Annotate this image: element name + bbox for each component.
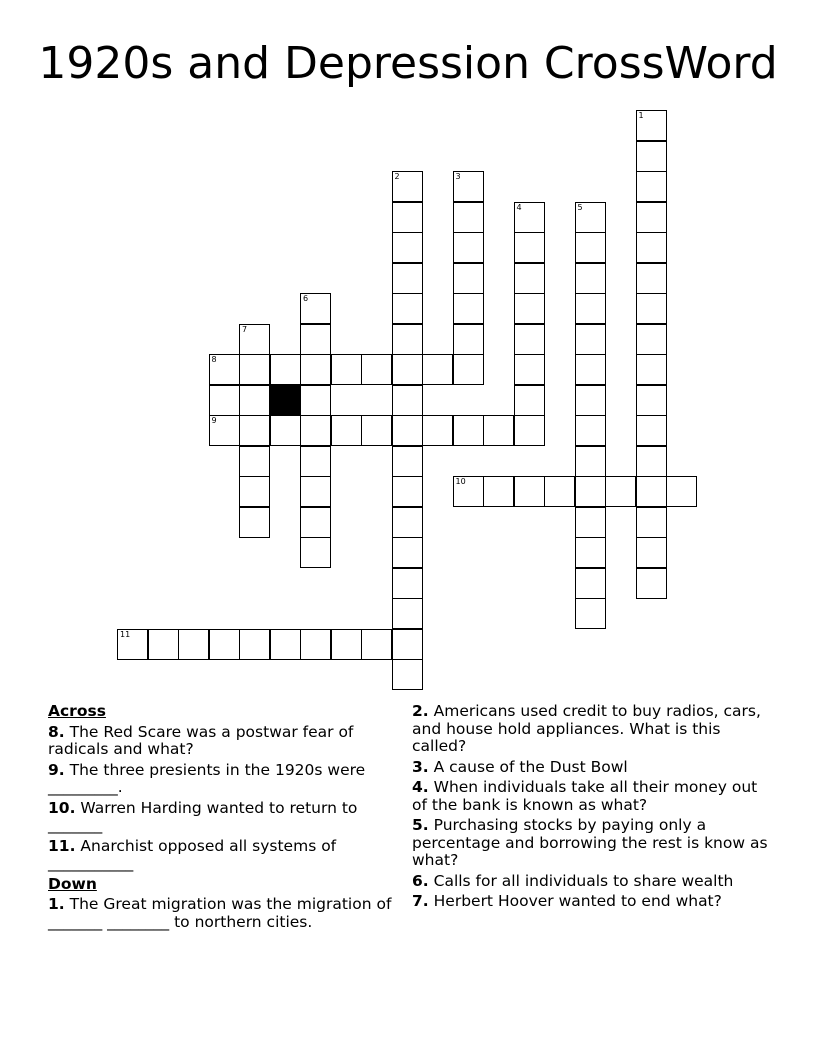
grid-cell[interactable] xyxy=(605,476,636,507)
grid-cell[interactable] xyxy=(300,354,331,385)
clue-number: 10. xyxy=(48,798,76,817)
grid-cell[interactable] xyxy=(392,324,423,355)
grid-cell[interactable] xyxy=(453,202,484,233)
grid-cell[interactable] xyxy=(544,476,575,507)
grid-cell[interactable] xyxy=(331,354,362,385)
grid-cell[interactable] xyxy=(392,446,423,477)
grid-cell[interactable] xyxy=(300,385,331,416)
black-square xyxy=(270,385,301,416)
clue-number: 4. xyxy=(412,778,429,796)
grid-cell[interactable] xyxy=(575,415,606,446)
grid-cell[interactable] xyxy=(361,629,392,660)
grid-cell[interactable] xyxy=(392,263,423,294)
grid-cell[interactable] xyxy=(300,629,331,660)
grid-cell[interactable] xyxy=(239,476,270,507)
cell-number: 9 xyxy=(211,416,217,425)
down-heading: Down xyxy=(48,874,97,893)
grid-cell[interactable] xyxy=(575,324,606,355)
grid-cell[interactable] xyxy=(300,293,331,324)
clue-text: The three presients in the 1920s were _________. xyxy=(48,760,366,796)
grid-cell[interactable] xyxy=(300,415,331,446)
grid-cell[interactable] xyxy=(422,415,453,446)
grid-cell[interactable] xyxy=(636,110,667,141)
grid-cell[interactable] xyxy=(514,293,545,324)
grid-cell[interactable] xyxy=(392,629,423,660)
grid-cell[interactable] xyxy=(392,293,423,324)
grid-cell[interactable] xyxy=(270,354,301,385)
grid-cell[interactable] xyxy=(636,324,667,355)
grid-cell[interactable] xyxy=(178,629,209,660)
grid-cell[interactable] xyxy=(514,232,545,263)
grid-cell[interactable] xyxy=(148,629,179,660)
clue-number: 1. xyxy=(48,895,65,913)
across-heading: Across xyxy=(48,702,106,720)
grid-cell[interactable] xyxy=(331,415,362,446)
grid-cell[interactable] xyxy=(239,354,270,385)
page-title: 1920s and Depression CrossWord xyxy=(38,38,778,89)
clue-number: 8. xyxy=(48,722,65,741)
grid-cell[interactable] xyxy=(392,537,423,568)
cell-number: 5 xyxy=(577,202,583,212)
grid-cell[interactable] xyxy=(392,476,423,507)
grid-cell[interactable] xyxy=(392,568,423,599)
grid-cell[interactable] xyxy=(392,171,423,202)
grid-cell[interactable] xyxy=(270,629,301,660)
cell-number: 4 xyxy=(516,202,522,212)
grid-cell[interactable] xyxy=(636,232,667,263)
grid-cell[interactable] xyxy=(636,568,667,599)
grid-cell[interactable] xyxy=(239,324,270,355)
grid-cell[interactable] xyxy=(575,202,606,233)
grid-cell[interactable] xyxy=(331,629,362,660)
grid-cell[interactable] xyxy=(453,476,484,507)
grid-cell[interactable] xyxy=(575,232,606,263)
cell-number: 3 xyxy=(455,172,461,181)
grid-cell[interactable] xyxy=(239,415,270,446)
grid-cell[interactable] xyxy=(575,385,606,416)
grid-cell[interactable] xyxy=(514,263,545,294)
grid-cell[interactable] xyxy=(514,476,545,507)
grid-cell[interactable] xyxy=(209,415,240,446)
clue-across-10 xyxy=(48,800,393,835)
grid-cell[interactable] xyxy=(483,476,514,507)
clue-text: Americans used credit to buy radios, cars, and house hold appliances. What is this called? xyxy=(412,702,761,755)
grid-cell[interactable] xyxy=(666,476,697,507)
grid-cell[interactable] xyxy=(636,263,667,294)
grid-cell[interactable] xyxy=(239,385,270,416)
cell-number: 7 xyxy=(242,324,248,334)
grid-cell[interactable] xyxy=(514,415,545,446)
grid-cell[interactable] xyxy=(392,415,423,446)
grid-cell[interactable] xyxy=(453,263,484,294)
clue-number: 5. xyxy=(412,816,429,834)
grid-cell[interactable] xyxy=(636,354,667,385)
grid-cell[interactable] xyxy=(575,263,606,294)
grid-cell[interactable] xyxy=(453,232,484,263)
grid-cell[interactable] xyxy=(575,354,606,385)
grid-cell[interactable] xyxy=(636,293,667,324)
grid-cell[interactable] xyxy=(453,415,484,446)
grid-cell[interactable] xyxy=(392,354,423,385)
clue-text: Anarchist opposed all systems of ___________ xyxy=(48,836,337,872)
grid-cell[interactable] xyxy=(514,354,545,385)
grid-cell[interactable] xyxy=(636,141,667,172)
clue-across-11 xyxy=(48,838,393,873)
clue-text: Purchasing stocks by paying only a percentage and borrowing the rest is know as what? xyxy=(412,816,768,869)
clue-number: 3. xyxy=(412,757,429,776)
grid-cell[interactable] xyxy=(392,598,423,629)
cell-number: 2 xyxy=(394,172,400,181)
clue-down-7 xyxy=(412,893,772,911)
grid-cell[interactable] xyxy=(575,476,606,507)
cell-number: 6 xyxy=(303,294,309,303)
grid-cell[interactable] xyxy=(300,537,331,568)
grid-cell[interactable] xyxy=(636,537,667,568)
grid-cell[interactable] xyxy=(392,507,423,538)
grid-cell[interactable] xyxy=(575,598,606,629)
clue-down-4 xyxy=(412,779,772,814)
grid-cell[interactable] xyxy=(392,659,423,690)
clue-down-5 xyxy=(412,817,772,870)
grid-cell[interactable] xyxy=(575,537,606,568)
grid-cell[interactable] xyxy=(636,446,667,477)
clue-number: 7. xyxy=(412,892,429,910)
grid-cell[interactable] xyxy=(270,415,301,446)
grid-cell[interactable] xyxy=(453,354,484,385)
grid-cell[interactable] xyxy=(422,354,453,385)
grid-cell[interactable] xyxy=(575,293,606,324)
grid-cell[interactable] xyxy=(514,324,545,355)
grid-cell[interactable] xyxy=(239,507,270,538)
grid-cell[interactable] xyxy=(636,385,667,416)
cell-number: 10 xyxy=(455,477,466,486)
grid-cell[interactable] xyxy=(117,629,148,660)
clue-number: 9. xyxy=(48,760,65,779)
grid-cell[interactable] xyxy=(361,415,392,446)
grid-cell[interactable] xyxy=(514,202,545,233)
grid-cell[interactable] xyxy=(636,171,667,202)
clue-text: The Red Scare was a postwar fear of radicals and what? xyxy=(48,722,354,758)
clues-left-column xyxy=(48,703,393,934)
clue-down-2 xyxy=(412,703,772,756)
grid-cell[interactable] xyxy=(636,507,667,538)
cell-number: 8 xyxy=(211,355,217,364)
cell-number: 1 xyxy=(638,111,644,120)
grid-cell[interactable] xyxy=(300,507,331,538)
grid-cell[interactable] xyxy=(300,476,331,507)
grid-cell[interactable] xyxy=(514,385,545,416)
grid-cell[interactable] xyxy=(300,324,331,355)
grid-cell[interactable] xyxy=(209,385,240,416)
grid-cell[interactable] xyxy=(392,202,423,233)
clue-down-1 xyxy=(48,896,393,931)
grid-cell[interactable] xyxy=(300,446,331,477)
grid-cell[interactable] xyxy=(453,171,484,202)
clue-down-6 xyxy=(412,873,772,891)
clue-number: 11. xyxy=(48,836,76,855)
clue-across-9 xyxy=(48,762,393,797)
clue-text: The Great migration was the migration of _______ ________ to northern cities. xyxy=(48,895,392,931)
clue-text: Calls for all individuals to share wealth xyxy=(433,871,734,890)
grid-cell[interactable] xyxy=(636,415,667,446)
grid-cell[interactable] xyxy=(453,324,484,355)
clue-text: When individuals take all their money out of the bank is known as what? xyxy=(412,778,758,814)
clues-right-column xyxy=(412,703,772,914)
clue-text: A cause of the Dust Bowl xyxy=(433,757,628,776)
grid-cell[interactable] xyxy=(575,446,606,477)
grid-cell[interactable] xyxy=(575,568,606,599)
grid-cell[interactable] xyxy=(392,385,423,416)
grid-cell[interactable] xyxy=(453,293,484,324)
grid-cell[interactable] xyxy=(636,476,667,507)
clue-text: Herbert Hoover wanted to end what? xyxy=(433,892,722,910)
grid-cell[interactable] xyxy=(209,629,240,660)
cell-number: 11 xyxy=(120,629,131,639)
grid-cell[interactable] xyxy=(636,202,667,233)
grid-cell[interactable] xyxy=(575,507,606,538)
grid-cell[interactable] xyxy=(239,629,270,660)
clue-number: 6. xyxy=(412,871,429,890)
grid-cell[interactable] xyxy=(483,415,514,446)
clue-down-3 xyxy=(412,759,772,777)
clue-across-8 xyxy=(48,724,393,759)
clue-number: 2. xyxy=(412,702,429,720)
grid-cell[interactable] xyxy=(239,446,270,477)
clue-text: Warren Harding wanted to return to _______ xyxy=(48,798,358,834)
grid-cell[interactable] xyxy=(392,232,423,263)
grid-cell[interactable] xyxy=(209,354,240,385)
grid-cell[interactable] xyxy=(361,354,392,385)
